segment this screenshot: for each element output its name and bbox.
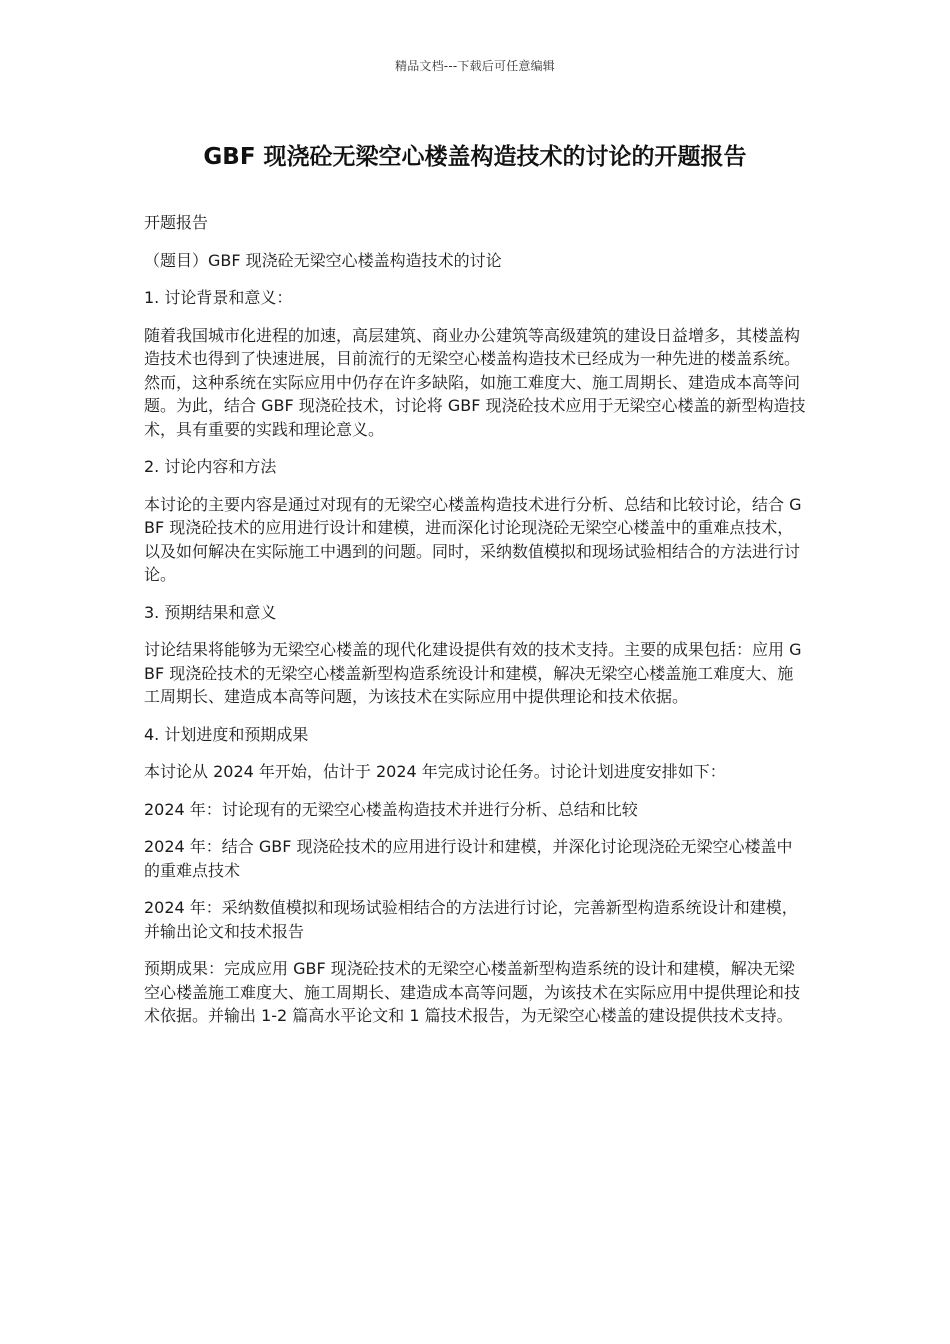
- section-heading-content-method: 2. 讨论内容和方法: [144, 457, 277, 476]
- section-body-content-method: 本讨论的主要内容是通过对现有的无梁空心楼盖构造技术进行分析、总结和比较讨论，结合 GBF 现浇砼技术的应用进行设计和建模，进而深化讨论现浇砼无梁空心楼盖中的重难点技术，以及如何解决在实际施工中遇到的问题。同时，采纳数值模拟和现场试验相结合的方法进行讨论。: [144, 494, 802, 584]
- document-title: GBF 现浇砼无梁空心楼盖构造技术的讨论的开题报告: [203, 144, 747, 170]
- section-body-background: 随着我国城市化进程的加速，高层建筑、商业办公建筑等高级建筑的建设日益增多，其楼盖构造技术也得到了快速进展，目前流行的无梁空心楼盖构造技术已经成为一种先进的楼盖系统。然而，这种系统在实际应用中仍存在许多缺陷，如施工难度大、施工周期长、建造成本高等问题。为此，结合 GBF 现浇砼技术，讨论将 GBF 现浇砼技术应用于无梁空心楼盖的新型构造技术，具有重要的实践和理论意义。: [144, 325, 806, 439]
- section-heading-expected-results: 3. 预期结果和意义: [144, 602, 277, 622]
- page-header: 精品文档---下载后可任意编辑: [395, 59, 555, 73]
- section-body-expected-results: 讨论结果将能够为无梁空心楼盖的现代化建设提供有效的技术支持。主要的成果包括：应用 GBF 现浇砼技术的无梁空心楼盖新型构造系统设计和建模，解决无梁空心楼盖施工难度大、施工周期长、建造成本高等问题，为该技术在实际应用中提供理论和技术依据。: [144, 640, 802, 706]
- document-body: [144, 211, 808, 1042]
- topic-line: （题目）GBF 现浇砼无梁空心楼盖构造技术的讨论: [144, 250, 502, 270]
- expected-outcomes: 预期成果：完成应用 GBF 现浇砼技术的无梁空心楼盖新型构造系统的设计和建模，解决无梁空心楼盖施工难度大、施工周期长、建造成本高等问题，为该技术在实际应用中提供理论和技术依据。并输出 1-2 篇高水平论文和 1 篇技术报告，为无梁空心楼盖的建设提供技术支持。: [144, 959, 801, 1025]
- schedule-item: 2024 年：采纳数值模拟和现场试验相结合的方法进行讨论，完善新型构造系统设计和建模，并输出论文和技术报告: [144, 898, 798, 941]
- schedule-item: 2024 年：结合 GBF 现浇砼技术的应用进行设计和建模，并深化讨论现浇砼无梁空心楼盖中的重难点技术: [144, 837, 793, 880]
- section-heading-schedule: 4. 计划进度和预期成果: [144, 724, 309, 744]
- schedule-intro: 本讨论从 2024 年开始，估计于 2024 年完成讨论任务。讨论计划进度安排如下：: [144, 762, 726, 781]
- section-heading-background: 1. 讨论背景和意义：: [144, 288, 293, 307]
- schedule-item: 2024 年：讨论现有的无梁空心楼盖构造技术并进行分析、总结和比较: [144, 799, 638, 819]
- label-report-type: 开题报告: [144, 213, 209, 232]
